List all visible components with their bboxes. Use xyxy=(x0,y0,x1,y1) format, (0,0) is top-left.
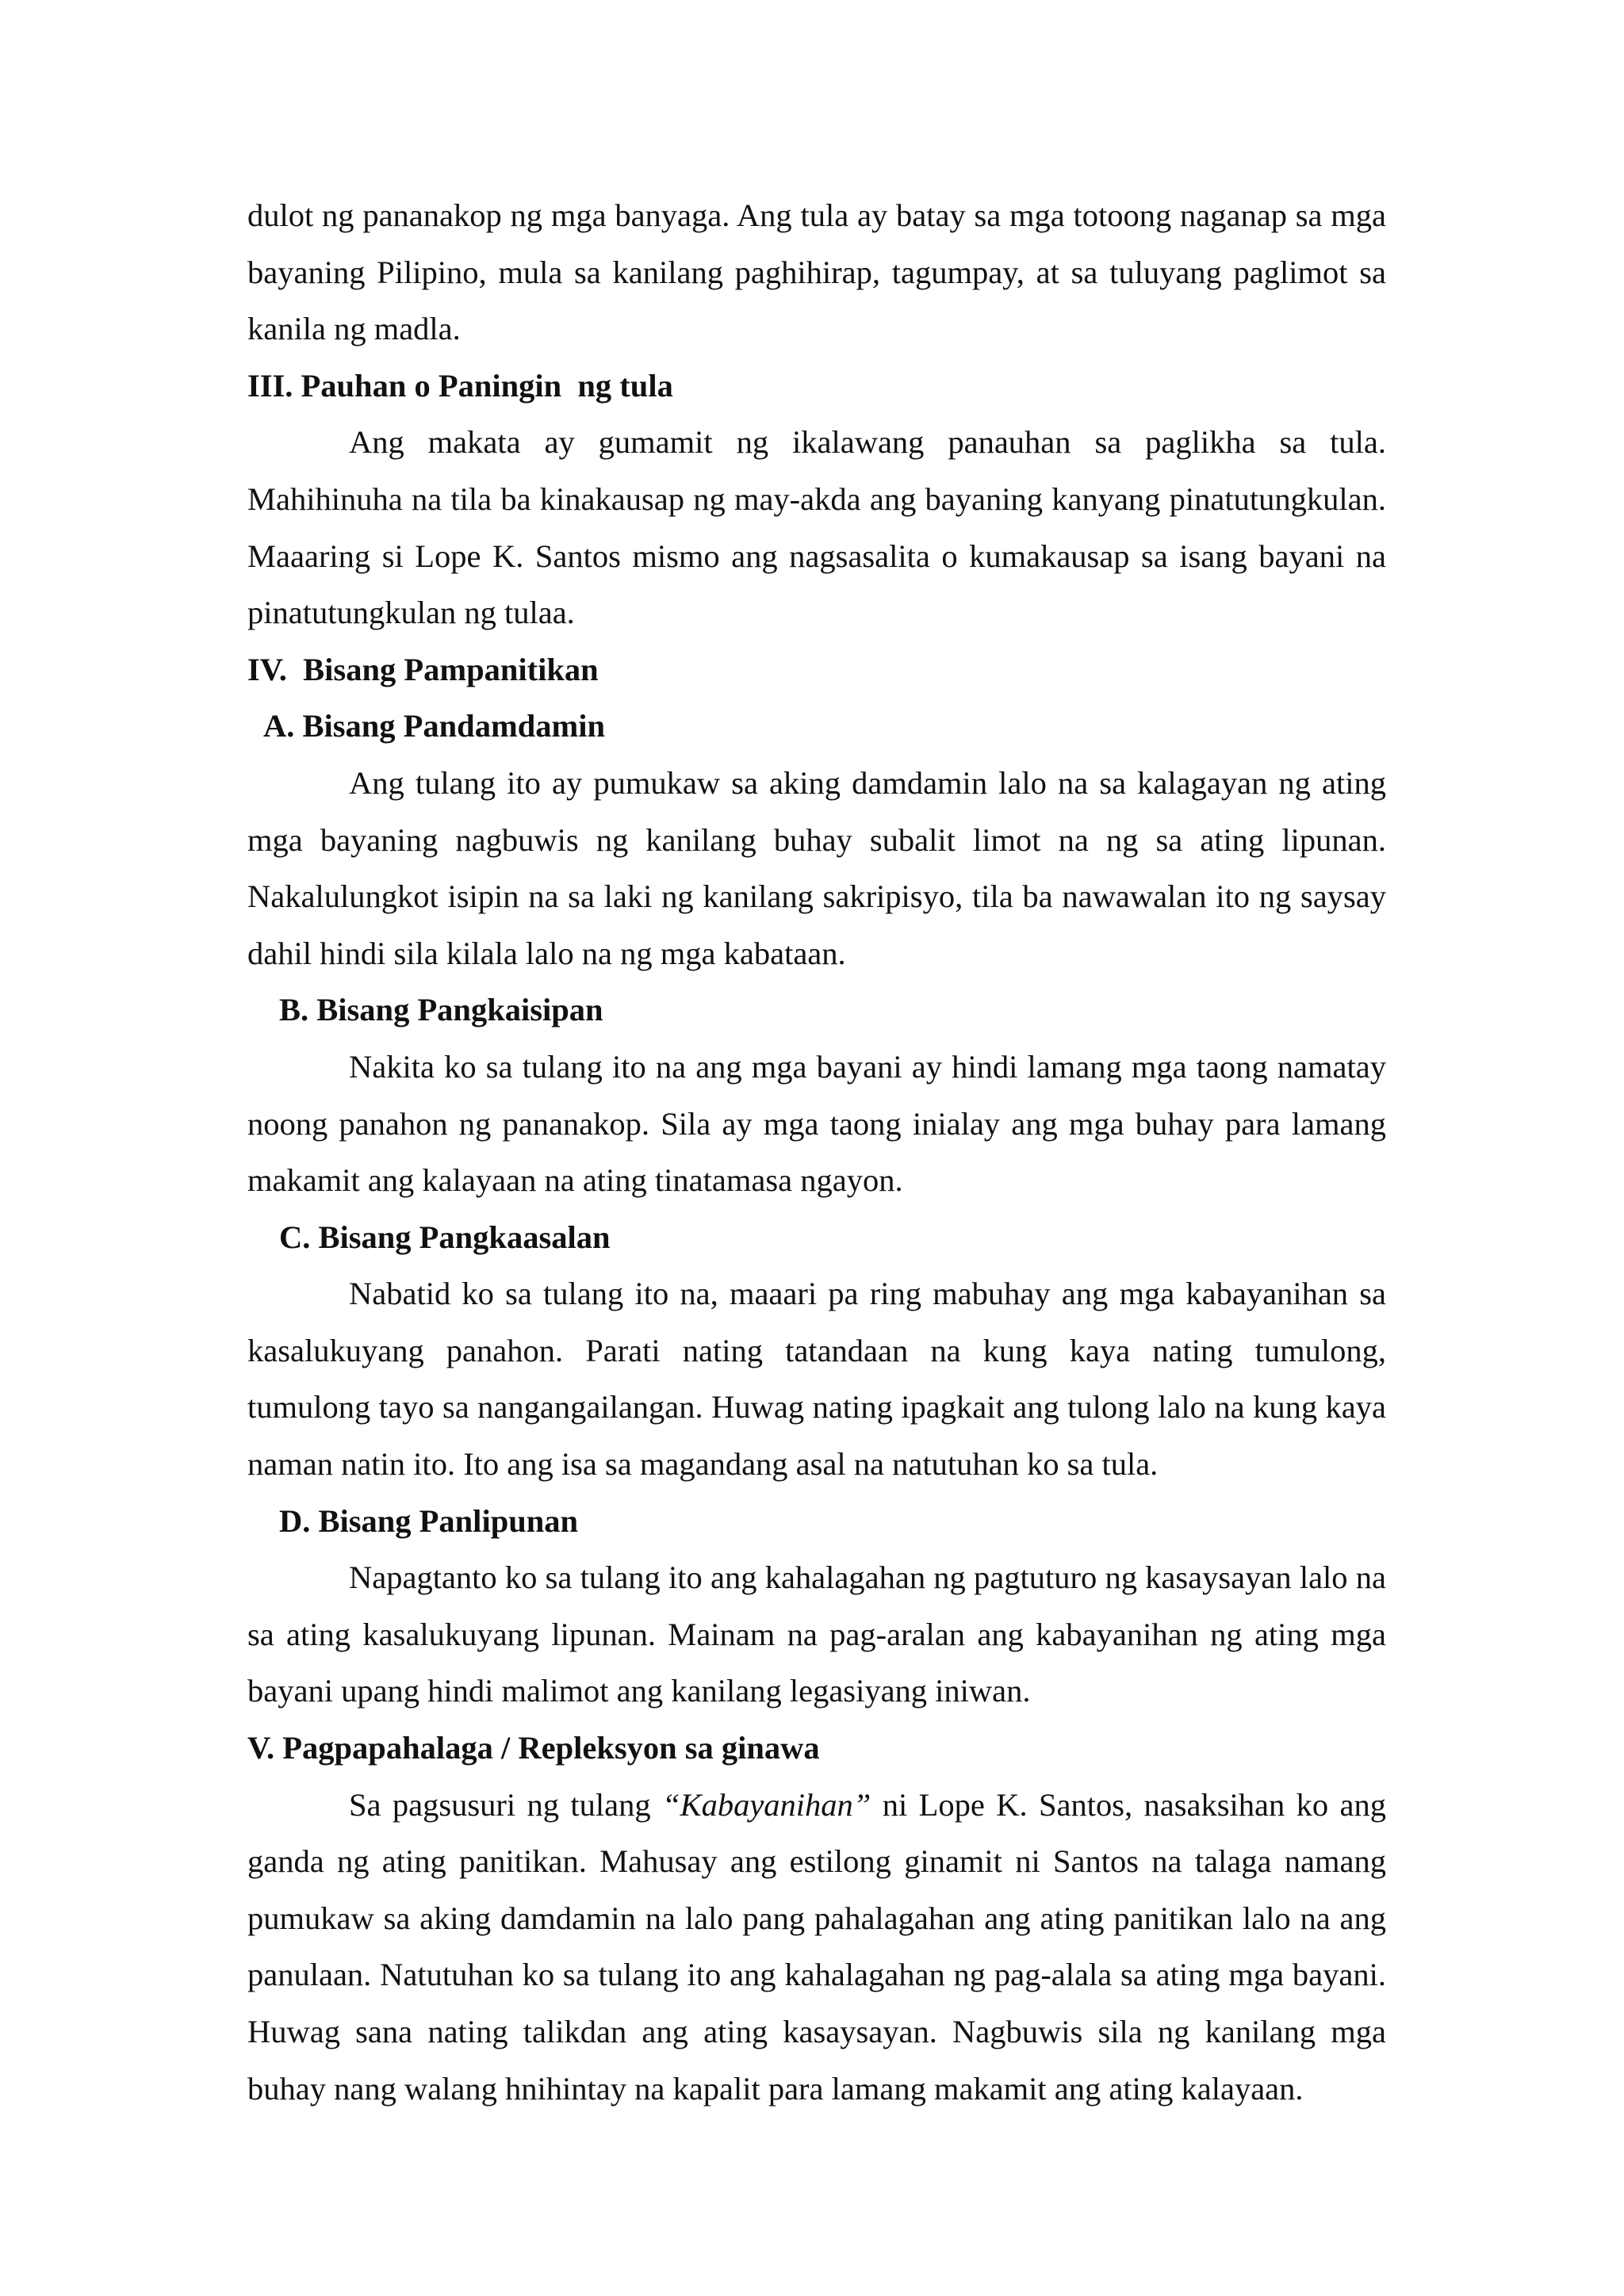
poem-title: “Kabayanihan” xyxy=(662,1786,871,1823)
subsection-d-body: Napagtanto ko sa tulang ito ang kahalagahan ng pagtuturo ng kasaysayan lalo na sa ating kasalukuyang lipunan. Mainam na pag-aralan ang kabayanihan ng ating mga bayani upang hindi malimot ang kanilang legasiyang iniwan. xyxy=(247,1559,1386,1709)
section-v-body-start: Sa pagsusuri ng tulang xyxy=(349,1786,663,1823)
subsection-d-heading: D. Bisang Panlipunan xyxy=(279,1502,579,1539)
document-page xyxy=(247,187,1386,2117)
subsection-a-body: Ang tulang ito ay pumukaw sa aking damdamin lalo na sa kalagayan ng ating mga bayaning nagbuwis ng kanilang buhay subalit limot na ng sa ating lipunan. Nakalulungkot isipin na sa laki ng kanilang sakripisyo, tila ba nawawalan ito ng saysay dahil hindi sila kilala lalo na ng mga kabataan. xyxy=(247,764,1386,971)
subsection-b-body: Nakita ko sa tulang ito na ang mga bayani ay hindi lamang mga taong namatay noong panahon ng pananakop. Sila ay mga taong inialay ang mga buhay para lamang makamit ang kalayaan na ating tinatamasa ngayon. xyxy=(247,1048,1386,1199)
section-iv-heading: IV. Bisang Pampanitikan xyxy=(247,651,599,687)
subsection-b-heading: B. Bisang Pangkaisipan xyxy=(279,992,603,1028)
section-iii-heading: III. Pauhan o Paningin ng tula xyxy=(247,367,673,404)
section-v-body xyxy=(247,1777,1386,2118)
subsection-c-body: Nabatid ko sa tulang ito na, maaari pa ring mabuhay ang mga kabayanihan sa kasalukuyang panahon. Parati nating tatandaan na kung kaya nating tumulong, tumulong tayo sa nangangailangan. Huwag nating ipagkait ang tulong lalo na kung kaya naman natin ito. Ito ang isa sa magandang asal na natutuhan ko sa tula. xyxy=(247,1276,1386,1483)
section-iii-body: Ang makata ay gumamit ng ikalawang panauhan sa paglikha sa tula. Mahihinuha na tila ba kinakausap ng may-akda ang bayaning kanyang pinatutungkulan. Maaaring si Lope K. Santos mismo ang nagsasalita o kumakausap sa isang bayani na pinatutungkulan ng tulaa. xyxy=(247,424,1386,631)
intro-paragraph: dulot ng pananakop ng mga banyaga. Ang tula ay batay sa mga totoong naganap sa mga bayaning Pilipino, mula sa kanilang paghihirap, tagumpay, at sa tuluyang paglimot sa kanila ng madla. xyxy=(247,197,1386,347)
section-v-body-end: ni Lope K. Santos, nasaksihan ko ang ganda ng ating panitikan. Mahusay ang estilong ginamit ni Santos na talaga namang pumukaw sa aking damdamin na lalo pang pahalagahan ang ating panitikan lalo na ang panulaan. Natutuhan ko sa tulang ito ang kahalagahan ng pag-alala sa ating mga bayani. Huwag sana nating talikdan ang ating kasaysayan. Nagbuwis sila ng kanilang mga buhay nang walang hnihintay na kapalit para lamang makamit ang ating kalayaan. xyxy=(247,1786,1387,2107)
section-v-heading: V. Pagpapahalaga / Repleksyon sa ginawa xyxy=(247,1730,820,1766)
subsection-a-heading: A. Bisang Pandamdamin xyxy=(263,708,605,744)
subsection-c-heading: C. Bisang Pangkaasalan xyxy=(279,1219,611,1255)
